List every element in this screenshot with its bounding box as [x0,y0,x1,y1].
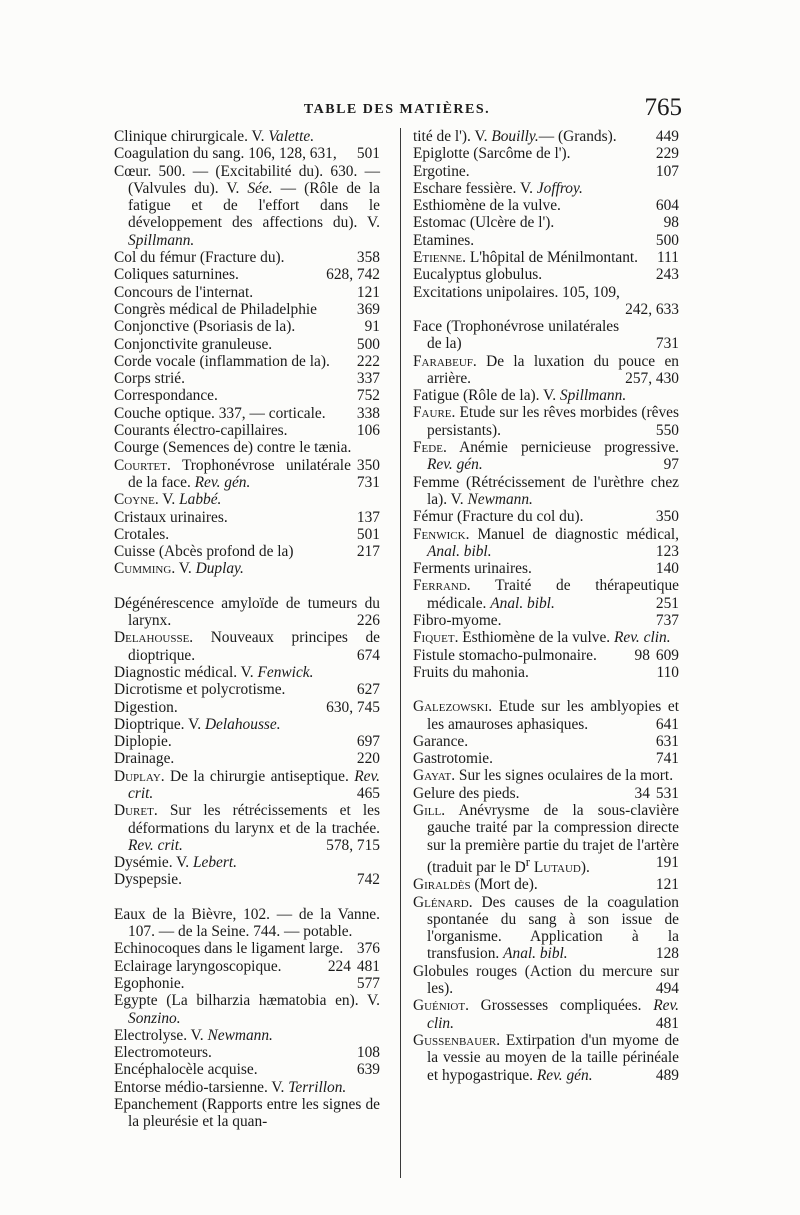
index-entry: Fémur (Fracture du col du). 350 [413,508,679,526]
index-entry: Dégénérescence amyloïde de tumeurs du larynx. 226 [114,594,380,630]
index-entry: Etamines. 500 [413,231,679,249]
index-entry: Cumming. V. Duplay. [114,560,244,578]
column-divider [400,128,401,1178]
index-entry: Fistule stomacho-pulmonaire. 98 [413,646,650,664]
index-entry: Ergotine. 107 [413,162,679,180]
index-column-left [114,128,380,1131]
index-entry: Dyspepsie. 742 [114,871,380,889]
index-entry: Eclairage laryngoscopique. 224 [114,957,351,975]
index-entry: Couche optique. 337, — corticale. 338 [114,404,380,422]
index-entry: Garance. 631 [413,732,679,750]
page-number: 765 [644,94,682,121]
index-entry: Ferments urinaires. 140 [413,560,679,578]
index-entry: Egypte (La bilharzia hæmatobia en). V. Sonzino. [114,992,380,1027]
index-entry: Guéniot. Grossesses compliquées. Rev. clin. 481 [413,997,679,1032]
index-entry: Conjonctive (Psoriasis de la). 91 [114,318,380,336]
index-entry: Coliques saturnines. 628, 742 [114,266,380,284]
index-entry: Drainage. 220 [114,750,380,768]
index-entry: Entorse médio-tarsienne. V. Terrillon. [114,1078,347,1096]
index-entry: Coagulation du sang. 106, 128, 631, 501 [114,145,380,163]
index-entry: Glénard. Des causes de la coagulation spontanée du sang à son issue de l'organisme. Application à la transfusion. Anal. bibl. 128 [413,893,679,963]
index-entry: tité de l'). V. Bouilly.— (Grands). 449 [413,128,679,145]
index-entry: Fede. Anémie pernicieuse progressive. Rev. gén. 97 [413,439,679,474]
index-entry: Estomac (Ulcère de l'). 98 [413,214,679,232]
index-entry: Diagnostic médical. V. Fenwick. [114,663,314,681]
section-gap [114,889,380,906]
index-entry: Congrès médical de Philadelphie 369 [114,300,380,318]
index-entry: Courge (Semences de) contre le tænia. 350 [114,439,380,474]
index-entry: Fibro-myome. 737 [413,612,679,630]
section-gap [413,681,679,698]
index-entry: Duplay. De la chirurgie antiseptique. Rev. crit. 465 [114,767,380,802]
index-entry: Gastrotomie. 741 [413,750,679,768]
index-entry: Duret. Sur les rétrécissements et les déformations du larynx et de la trachée. Rev. crit. 578, 715 [114,802,380,854]
index-entry: Fruits du mahonia. 110 [413,663,679,681]
index-entry: Galezowski. Etude sur les amblyopies et les amauroses aphasiques. 641 [413,698,679,733]
index-entry: Dysémie. V. Lebert. [114,854,237,872]
index-entry: Globules rouges (Action du mercure sur les). 494 [413,962,679,998]
index-entry: Encéphalocèle acquise. 639 [114,1061,380,1079]
index-entry: Femme (Rétrécissement de l'urèthre chez la). V. Newmann. [413,473,679,508]
index-entry: Correspondance. 752 [114,387,380,405]
index-entry: Corde vocale (inflammation de la). 222 [114,352,380,370]
index-entry: Gussenbauer. Extirpation d'un myome de la vessie au moyen de la taille périnéale et hypogastrique. Rev. gén. 489 [413,1031,679,1084]
index-entry: Excitations unipolaires. 105, 109, 242, 633 [413,283,679,318]
index-entry: Dicrotisme et polycrotisme. 627 [114,681,380,699]
index-entry: Electrolyse. V. Newmann. [114,1026,273,1044]
index-entry: Giraldès (Mort de). 121 [413,876,679,894]
index-entry: Dioptrique. V. Delahousse. [114,715,281,733]
index-entry: Col du fémur (Fracture du). 358 [114,249,380,267]
running-header [112,96,682,126]
index-entry: Gelure des pieds. 34 [413,784,650,802]
index-entry: Fatigue (Rôle de la). V. Spillmann. [413,387,627,405]
index-entry: Eaux de la Bièvre, 102. — de la Vanne. 107. — de la Seine. 744. — potable. 376 [114,905,380,958]
index-entry: Cœur. 500. — (Excitabilité du). 630. — (Valvules du). V. Sée. — (Rôle de la fatigue et de l'effort dans le développement des affections du). V. Spillmann. [114,162,381,249]
index-entry: Esthiomène de la vulve. 604 [413,197,679,215]
index-entry: Egophonie. 577 [114,974,380,992]
index-entry: Conjonctivite granuleuse. 500 [114,335,380,353]
index-entry: Face (Trophonévrose unilatérales de la) 731 [413,317,679,353]
index-entry: Cuisse (Abcès profond de la) 217 [114,543,380,561]
index-entry: Courants électro-capillaires. 106 [114,422,380,440]
index-entry: Corps strié. 337 [114,370,380,388]
index-entry: Delahousse. Nouveaux principes de dioptrique. 674 [114,629,380,664]
section-gap [114,578,380,595]
index-entry: Gill. Anévrysme de la sous-clavière gauche traité par la compression directe sur la première partie du trajet de l'artère (traduit par le $D^r$ Lutaud). 191 [413,801,679,876]
index-entry: Fiquet. Esthiomène de la vulve. Rev. clin. 609 [413,629,679,664]
index-entry: Gayat. Sur les signes oculaires de la mort. 531 [413,767,679,802]
index-entry: Faure. Etude sur les rêves morbides (rêves persistants). 550 [413,404,679,439]
index-entry: Electromoteurs. 108 [114,1044,380,1062]
index-entry: Epiglotte (Sarcôme de l'). 229 [413,145,679,163]
index-entry: Etienne. L'hôpital de Ménilmontant. 111 [413,249,679,267]
index-entry: Epanchement (Rapports entre les signes de la pleurésie et la quan- [114,1096,380,1131]
index-entry: Digestion. 630, 745 [114,698,380,716]
header-title: TABLE DES MATIÈRES. [303,102,491,117]
index-entry: Cristaux urinaires. 137 [114,508,380,526]
index-entry: Fenwick. Manuel de diagnostic médical, Anal. bibl. 123 [413,525,679,560]
index-column-right [413,128,679,1084]
index-entry: Crotales. 501 [114,525,380,543]
index-entry: Concours de l'internat. 121 [114,283,380,301]
index-entry: Eschare fessière. V. Joffroy. [413,179,583,197]
index-entry: Courtet. Trophonévrose unilatérale de la face. Rev. gén. 731 [114,456,380,491]
index-entry: Echinocoques dans le ligament large. 481 [114,940,380,975]
index-entry: Farabeuf. De la luxation du pouce en arrière. 257, 430 [413,352,679,387]
index-entry: Ferrand. Traité de thérapeutique médicale. Anal. bibl. 251 [413,577,679,612]
index-entry: Diplopie. 697 [114,733,380,751]
index-entry: Clinique chirurgicale. V. Valette. [114,128,315,145]
index-entry: Eucalyptus globulus. 243 [413,266,679,284]
index-entry: Coyne. V. Labbé. [114,491,222,509]
